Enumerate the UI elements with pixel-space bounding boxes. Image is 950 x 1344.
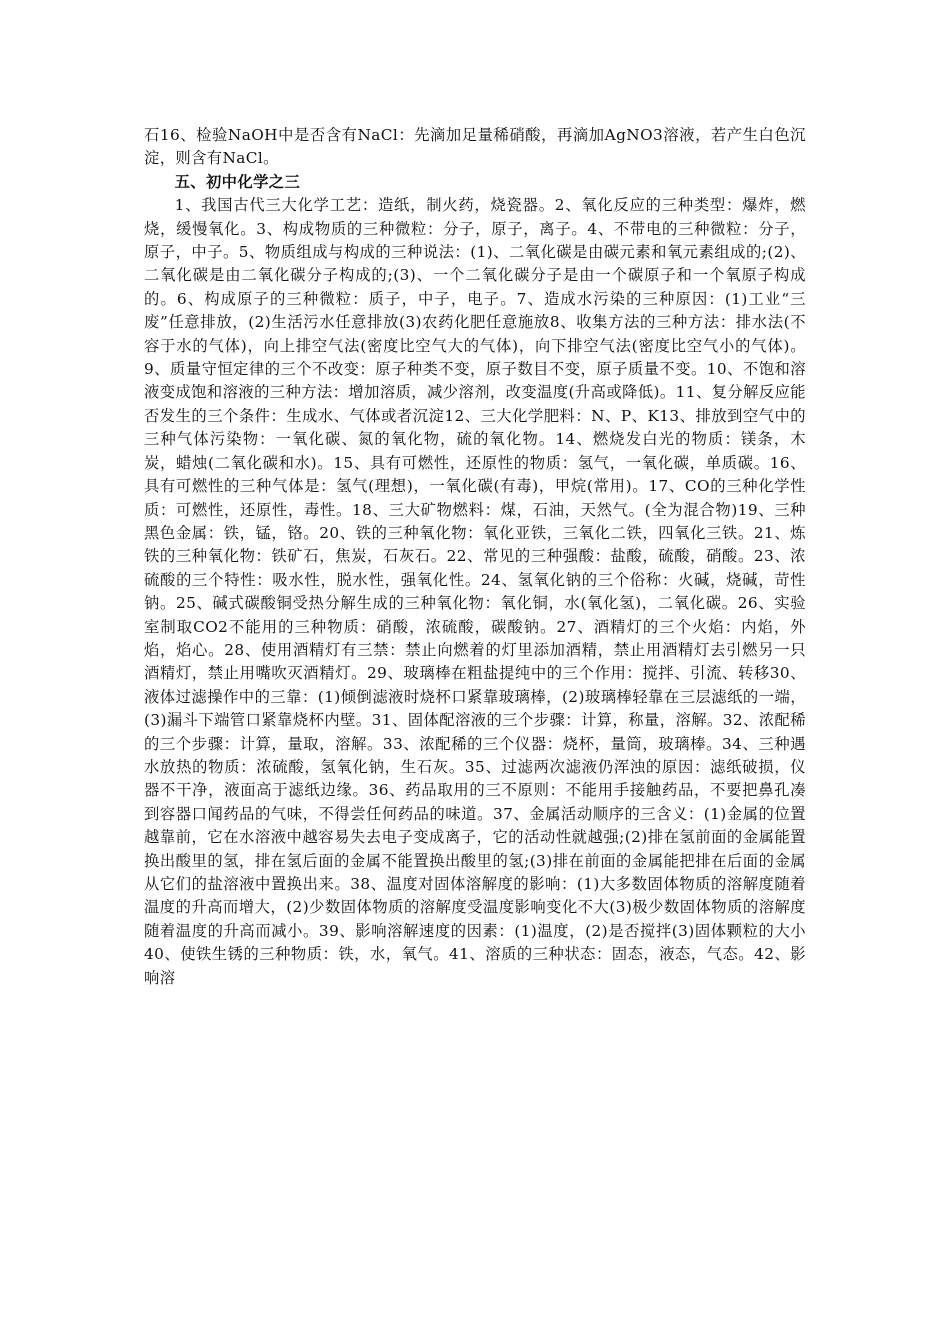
document-page xyxy=(144,124,806,990)
section-heading: 五、初中化学之三 xyxy=(174,172,301,191)
intro-paragraph: 石16、检验NaOH中是否含有NaCl：先滴加足量稀硝酸，再滴加AgNO3溶液，若产生白色沉淀，则含有NaCl。 xyxy=(144,126,806,168)
body-paragraph: 1、我国古代三大化学工艺：造纸，制火药，烧瓷器。2、氧化反应的三种类型：爆炸，燃烧，缓慢氧化。3、构成物质的三种微粒：分子，原子，离子。4、不带电的三种微粒：分子，原子，中子。5、物质组成与构成的三种说法：(1)、二氧化碳是由碳元素和氧元素组成的;(2)、二氧化碳是由二氧化碳分子构成的;(3)、一个二氧化碳分子是由一个碳原子和一个氧原子构成的。6、构成原子的三种微粒：质子，中子，电子。7、造成水污染的三种原因：(1)工业“三废”任意排放，(2)生活污水任意排放(3)农药化肥任意施放8、收集方法的三种方法：排水法(不容于水的气体)，向上排空气法(密度比空气大的气体)，向下排空气法(密度比空气小的气体)。9、质量守恒定律的三个不改变：原子种类不变，原子数目不变，原子质量不变。10、不饱和溶液变成饱和溶液的三种方法：增加溶质，减少溶剂，改变温度(升高或降低)。11、复分解反应能否发生的三个条件：生成水、气体或者沉淀12、三大化学肥料：N、P、K13、排放到空气中的三种气体污染物：一氧化碳、氮的氧化物，硫的氧化物。14、燃烧发白光的物质：镁条，木炭，蜡烛(二氧化碳和水)。15、具有可燃性，还原性的物质：氢气，一氧化碳，单质碳。16、具有可燃性的三种气体是：氢气(理想)，一氧化碳(有毒)，甲烷(常用)。17、CO的三种化学性质：可燃性，还原性，毒性。18、三大矿物燃料：煤，石油，天然气。(全为混合物)19、三种黑色金属：铁，锰，铬。20、铁的三种氧化物：氧化亚铁，三氧化二铁，四氧化三铁。21、炼铁的三种氧化物：铁矿石，焦炭，石灰石。22、常见的三种强酸：盐酸，硫酸，硝酸。23、浓硫酸的三个特性：吸水性，脱水性，强氧化性。24、氢氧化钠的三个俗称：火碱，烧碱，苛性钠。25、碱式碳酸铜受热分解生成的三种氧化物：氧化铜，水(氧化氢)，二氧化碳。26、实验室制取CO2不能用的三种物质：硝酸，浓硫酸，碳酸钠。27、酒精灯的三个火焰：内焰，外焰，焰心。28、使用酒精灯有三禁：禁止向燃着的灯里添加酒精，禁止用酒精灯去引燃另一只酒精灯，禁止用嘴吹灭酒精灯。29、玻璃棒在粗盐提纯中的三个作用：搅拌、引流、转移30、液体过滤操作中的三靠：(1)倾倒滤液时烧杯口紧靠玻璃棒，(2)玻璃棒轻靠在三层滤纸的一端，(3)漏斗下端管口紧靠烧杯内壁。31、固体配溶液的三个步骤：计算，称量，溶解。32、浓配稀的三个步骤：计算，量取，溶解。33、浓配稀的三个仪器：烧杯，量筒，玻璃棒。34、三种遇水放热的物质：浓硫酸，氢氧化钠，生石灰。35、过滤两次滤液仍浑浊的原因：滤纸破损，仪器不干净，液面高于滤纸边缘。36、药品取用的三不原则：不能用手接触药品，不要把鼻孔凑到容器口闻药品的气味，不得尝任何药品的味道。37、金属活动顺序的三含义：(1)金属的位置越靠前，它在水溶液中越容易失去电子变成离子，它的活动性就越强;(2)排在氢前面的金属能置换出酸里的氢，排在氢后面的金属不能置换出酸里的氢;(3)排在前面的金属能把排在后面的金属从它们的盐溶液中置换出来。38、温度对固体溶解度的影响：(1)大多数固体物质的溶解度随着温度的升高而增大，(2)少数固体物质的溶解度受温度影响变化不大(3)极少数固体物质的溶解度随着温度的升高而减小。39、影响溶解速度的因素：(1)温度，(2)是否搅拌(3)固体颗粒的大小40、使铁生锈的三种物质：铁，水，氧气。41、溶质的三种状态：固态，液态，气态。42、影响溶 xyxy=(144,196,806,987)
